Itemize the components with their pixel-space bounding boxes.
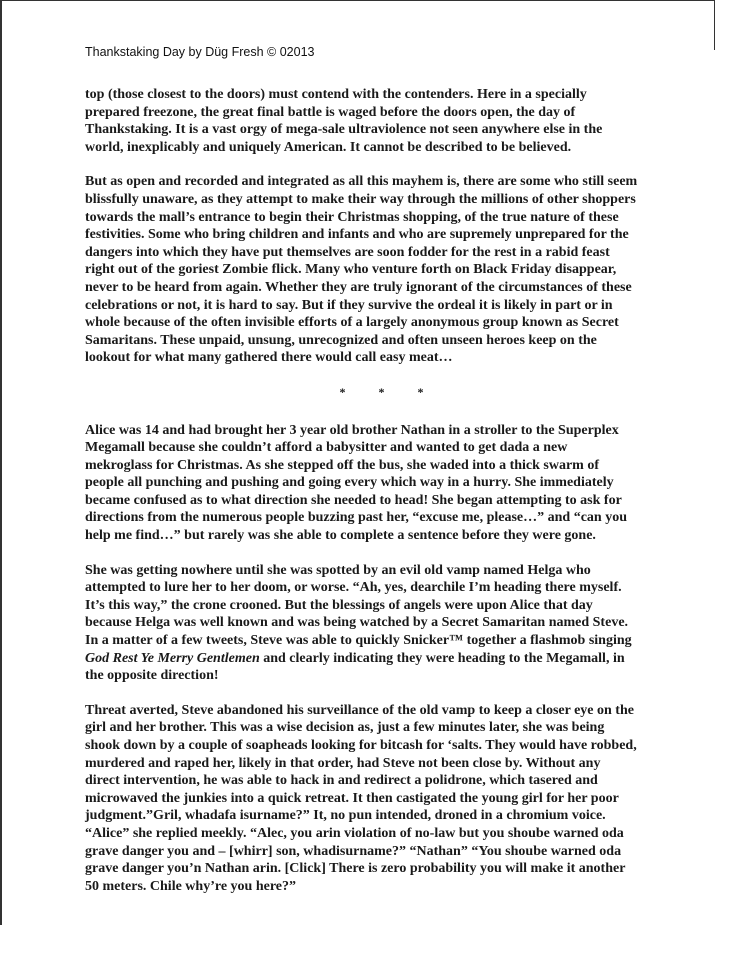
paragraph-text: She was getting nowhere until she was spotted by an evil old vamp named Helga who attempted to lure her to her doom, or worse. “Ah, yes, dearchile I’m heading there myself. It’s this way,” the crone crooned. But the blessings of angels were upon Alice that day because Helga was well known and was being watched by a Secret Samaritan named Steve. In a matter of a few tweets, Steve was able to quickly Snicker™ together a flashmob singing: [85, 562, 632, 649]
section-separator: * * *: [339, 384, 424, 399]
paragraph-text: and clearly indicating they were heading to the Megamall, in the opposite direction!: [85, 650, 625, 684]
page-header: Thankstaking Day by Düg Fresh © 02013: [85, 45, 315, 59]
paragraph: Alice was 14 and had brought her 3 year old brother Nathan in a stroller to the Superplex Megamall because she couldn’t afford a babysitter and wanted to get dada a new mekroglass for Christmas. As she stepped off the bus, she waded into a thick swarm of people all punching and pushing and going every which way in a hurry. She immediately became confused as to what direction she needed to head! She began attempting to ask for directions from the numerous people buzzing past her, “excuse me, please…” and “can you help me find…” but rarely was she able to complete a sentence before they were gone.: [85, 422, 627, 544]
paragraph: [85, 562, 638, 685]
paragraph: top (those closest to the doors) must contend with the contenders. Here in a specially prepared freezone, the great final battle is waged before the doors open, the day of Thankstaking. It is a vast orgy of mega-sale ultraviolence not seen anywhere else in the world, inexplicably and uniquely American. It cannot be described to be believed.: [85, 87, 603, 155]
document-body: [85, 86, 638, 912]
page-border-left: [0, 0, 2, 925]
paragraph: Threat averted, Steve abandoned his surveillance of the old vamp to keep a closer eye on the girl and her brother. This was a wise decision as, just a few minutes later, she was being shook down by a couple of soapheads looking for bitcash for ‘salts. They would have robbed, murdered and raped her, likely in that order, had Steve not been close by. Without any direct intervention, he was able to hack in and redirect a polidrone, which tasered and microwaved the junkies into a quick retreat. It then castigated the young girl for her poor judgment.”Gril, whadafa isurname?” It, no pun intended, droned in a chromium voice. “Alice” she replied meekly. “Alec, you arin violation of no-law but you shoube warned oda grave danger you and – [whirr] son, whadisurname?” “Nathan” “You shoube warned oda grave danger you’n Nathan arin. [Click] There is zero probability you will make it another 50 meters. Chile why’re you here?”: [85, 702, 637, 894]
song-title: God Rest Ye Merry Gentlemen: [85, 650, 260, 666]
page-border-right: [714, 0, 715, 50]
paragraph: But as open and recorded and integrated as all this mayhem is, there are some who still seem blissfully unaware, as they attempt to make their way through the millions of other shoppers towards the mall’s entrance to begin their Christmas shopping, of the true nature of these festivities. Some who bring children and infants and who are supremely unprepared for the dangers into which they have put themselves are soon fodder for the rest in a rabid feast right out of the goriest Zombie flick. Many who venture forth on Black Friday disappear, never to be heard from again. Whether they are truly ignorant of the circumstances of these celebrations or not, it is hard to say. But if they survive the ordeal it is likely in part or in whole because of the often invisible efforts of a largely anonymous group known as Secret Samaritans. These unpaid, unsung, unrecognized and often unseen heroes keep on the lookout for what many gathered there would call easy meat…: [85, 174, 638, 366]
page-border-top: [0, 0, 715, 1]
